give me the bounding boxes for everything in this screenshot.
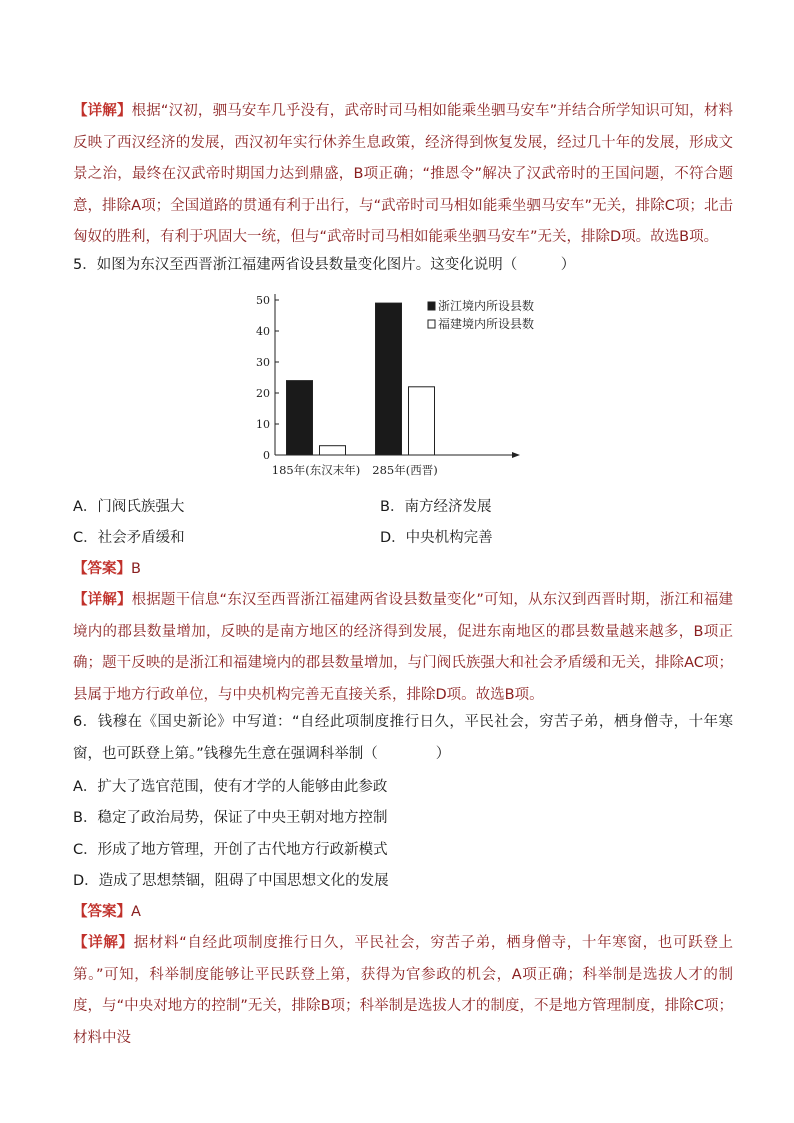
legend-label: 浙江境内所设县数 xyxy=(438,299,535,313)
y-tick-label: 40 xyxy=(256,325,270,338)
bar-zhejiang xyxy=(287,381,313,455)
y-tick-label: 50 xyxy=(256,294,270,307)
x-axis-arrow xyxy=(512,452,520,458)
q4-explanation xyxy=(73,96,733,254)
bar-fujian xyxy=(409,387,435,455)
q6-option-c[interactable]: C．形成了地方管理，开创了古代地方行政新模式 xyxy=(73,842,388,858)
q5-option-c[interactable]: C．社会矛盾缓和 xyxy=(73,530,185,546)
bar-zhejiang xyxy=(376,303,402,455)
legend-swatch xyxy=(428,320,435,328)
y-tick-label: 20 xyxy=(256,387,270,400)
x-tick-label: 185年(东汉末年) xyxy=(271,463,361,477)
q6-stem: 6．钱穆在《国史新论》中写道：“自经此项制度推行日久，平民社会，穷苦子弟，栖身僧寺，十年寒窗，也可跃登上第。”钱穆先生意在强调科举制（ ） xyxy=(73,714,733,762)
x-tick-label: 285年(西晋) xyxy=(372,463,438,477)
q5-explanation: 【详解】根据题干信息“东汉至西晋浙江福建两省设县数量变化”可知，从东汉到西晋时期，浙江和福建境内的郡县数量增加，反映的是南方地区的经济得到发展，促进东南地区的郡县数量越来越多，B项正确；题干反映的是浙江和福建境内的郡县数量增加，与门阀氏族强大和社会矛盾缓和无关，排除AC项；县属于地方行政单位，与中央机构完善无直接关系，排除D项。故选B项。 xyxy=(73,592,733,703)
y-tick-label: 10 xyxy=(256,418,270,431)
q6-option-a[interactable]: A．扩大了选官范围，使有才学的人能够由此参政 xyxy=(73,779,388,795)
q6-option-b[interactable]: B．稳定了政治局势，保证了中央王朝对地方控制 xyxy=(73,810,388,826)
q5-answer: 【答案】B xyxy=(73,561,141,577)
q5-stem: 5．如图为东汉至西晋浙江福建两省设县数量变化图片。这变化说明（ ） xyxy=(73,257,576,273)
q6-explanation: 【详解】据材料“自经此项制度推行日久，平民社会，穷苦子弟，栖身僧寺，十年寒窗，也可跃登上第。”可知，科举制度能够让平民跃登上第，获得为官参政的机会，A项正确；科举制是选拔人才的制度，与“中央对地方的控制”无关，排除B项；科举制是选拔人才的制度，不是地方管理制度，排除C项；材料中没 xyxy=(73,935,733,1046)
legend-swatch xyxy=(428,302,435,310)
county-count-chart xyxy=(250,288,540,488)
q6-option-d[interactable]: D．造成了思想禁锢，阻碍了中国思想文化的发展 xyxy=(73,873,389,889)
q6-answer: 【答案】A xyxy=(73,904,141,920)
q5-option-d[interactable]: D．中央机构完善 xyxy=(380,530,493,546)
legend-label: 福建境内所设县数 xyxy=(438,317,535,331)
bar-fujian xyxy=(320,446,346,455)
explanation-text: 根据“汉初，驷马安车几乎没有，武帝时司马相如能乘坐驷马安车”并结合所学知识可知，材料反映了西汉经济的发展，西汉初年实行休养生息政策，经济得到恢复发展，经过几十年的发展，形成文景之治，最终在汉武帝时期国力达到鼎盛，B项正确；“推恩令”解决了汉武帝时的王国问题，不符合题意，排除A项；全国道路的贯通有利于出行，与“武帝时司马相如能乘坐驷马安车”无关，排除C项；北击匈奴的胜利，有利于巩固大一统，但与“武帝时司马相如能乘坐驷马安车”无关，排除D项。故选B项。 xyxy=(73,103,733,245)
explanation-tag: 【详解】 xyxy=(73,103,132,119)
q5-option-a[interactable]: A．门阀氏族强大 xyxy=(73,499,185,515)
q5-option-b[interactable]: B．南方经济发展 xyxy=(380,499,492,515)
y-tick-label: 30 xyxy=(256,356,270,369)
y-tick-label: 0 xyxy=(263,449,270,462)
bar-chart xyxy=(250,288,540,488)
